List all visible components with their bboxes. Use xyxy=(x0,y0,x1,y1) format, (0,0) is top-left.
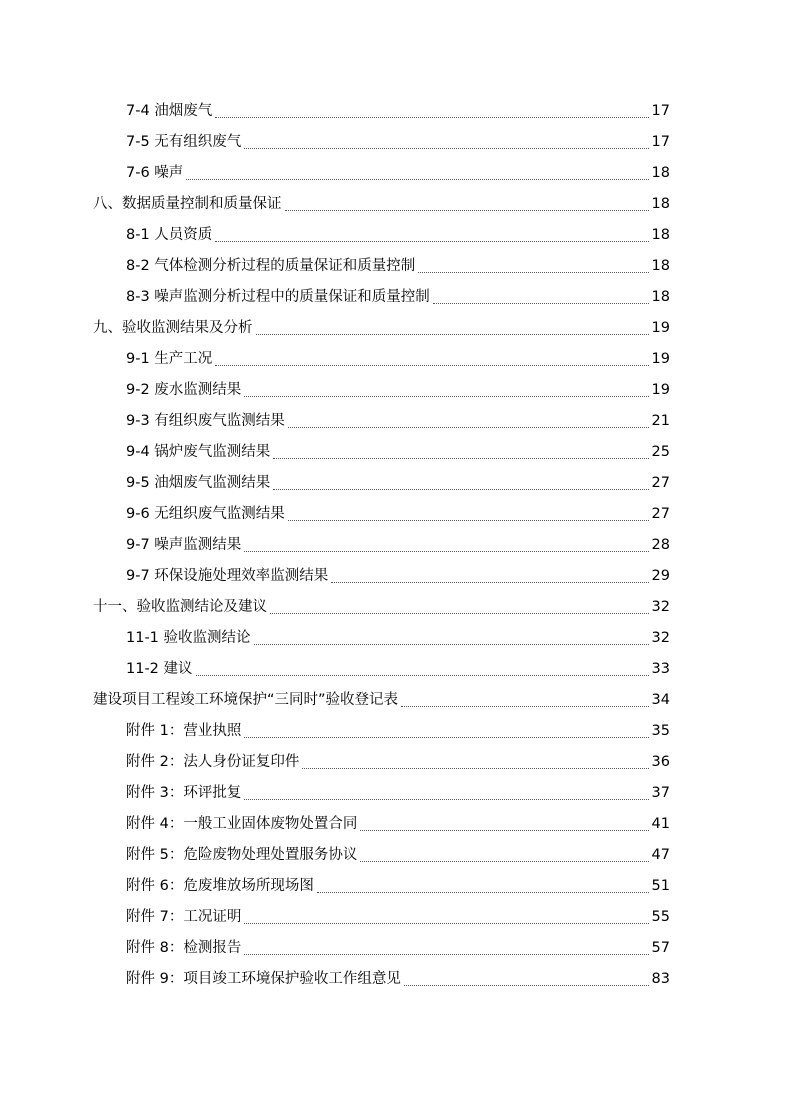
toc-leader-dots xyxy=(302,768,648,769)
toc-page-number: 21 xyxy=(651,413,670,429)
toc-page-number: 57 xyxy=(651,940,670,956)
toc-entry-label: 八、数据质量控制和质量保证 xyxy=(93,196,282,212)
toc-leader-dots xyxy=(215,117,648,118)
toc-entry-label: 9-5 油烟废气监测结果 xyxy=(126,475,271,491)
toc-leader-dots xyxy=(254,644,649,645)
toc-page-number: 28 xyxy=(651,537,670,553)
toc-page-number: 29 xyxy=(651,568,670,584)
toc-entry[interactable] xyxy=(0,341,790,372)
toc-entry[interactable] xyxy=(0,403,790,434)
toc-entry[interactable] xyxy=(0,589,790,620)
toc-entry[interactable] xyxy=(0,651,790,682)
toc-leader-dots xyxy=(256,334,649,335)
toc-entry[interactable] xyxy=(0,620,790,651)
toc-leader-dots xyxy=(317,892,649,893)
toc-leader-dots xyxy=(273,458,648,459)
toc-entry[interactable] xyxy=(0,434,790,465)
toc-page-number: 19 xyxy=(651,320,670,336)
toc-entry[interactable] xyxy=(0,279,790,310)
toc-page-number: 18 xyxy=(651,289,670,305)
toc-entry-label: 9-6 无组织废气监测结果 xyxy=(126,506,285,522)
toc-page-number: 34 xyxy=(651,692,670,708)
toc-page-number: 33 xyxy=(651,661,670,677)
toc-entry-label: 附件 4：一般工业固体废物处置合同 xyxy=(126,816,358,832)
toc-page-number: 18 xyxy=(651,258,670,274)
toc-entry[interactable] xyxy=(0,868,790,899)
toc-page-number: 41 xyxy=(651,816,670,832)
toc-page-number: 27 xyxy=(651,475,670,491)
toc-entry[interactable] xyxy=(0,465,790,496)
toc-leader-dots xyxy=(244,954,648,955)
toc-leader-dots xyxy=(244,799,648,800)
toc-page-number: 47 xyxy=(651,847,670,863)
toc-entry[interactable] xyxy=(0,558,790,589)
toc-page-number: 25 xyxy=(651,444,670,460)
toc-entry-label: 8-2 气体检测分析过程的质量保证和质量控制 xyxy=(126,258,416,274)
toc-leader-dots xyxy=(273,489,648,490)
toc-entry-label: 8-1 人员资质 xyxy=(126,227,213,243)
toc-leader-dots xyxy=(288,520,649,521)
toc-leader-dots xyxy=(244,396,648,397)
toc-page-number: 17 xyxy=(651,103,670,119)
toc-entry-label: 建设项目工程竣工环境保护“三同时”验收登记表 xyxy=(93,692,399,708)
toc-entry[interactable] xyxy=(0,775,790,806)
toc-leader-dots xyxy=(244,737,648,738)
toc-entry-label: 9-3 有组织废气监测结果 xyxy=(126,413,285,429)
toc-page-number: 32 xyxy=(651,630,670,646)
toc-entry[interactable] xyxy=(0,899,790,930)
toc-page-number: 17 xyxy=(651,134,670,150)
toc-entry-label: 7-4 油烟废气 xyxy=(126,103,213,119)
toc-entry[interactable] xyxy=(0,186,790,217)
toc-entry-label: 附件 2：法人身份证复印件 xyxy=(126,754,300,770)
toc-page-number: 19 xyxy=(651,351,670,367)
toc-entry-label: 附件 8：检测报告 xyxy=(126,940,242,956)
toc-entry[interactable] xyxy=(0,310,790,341)
toc-entry-label: 9-4 锅炉废气监测结果 xyxy=(126,444,271,460)
toc-leader-dots xyxy=(215,241,648,242)
toc-entry-label: 9-2 废水监测结果 xyxy=(126,382,242,398)
toc-leader-dots xyxy=(360,830,648,831)
toc-entry[interactable] xyxy=(0,248,790,279)
toc-page-number: 32 xyxy=(651,599,670,615)
toc-page-number: 35 xyxy=(651,723,670,739)
toc-leader-dots xyxy=(288,427,649,428)
toc-entry-label: 11-1 验收监测结论 xyxy=(126,630,251,646)
toc-entry-label: 十一、验收监测结论及建议 xyxy=(93,599,267,615)
toc-entry[interactable] xyxy=(0,217,790,248)
toc-entry-label: 8-3 噪声监测分析过程中的质量保证和质量控制 xyxy=(126,289,430,305)
toc-leader-dots xyxy=(401,706,649,707)
toc-page-number: 18 xyxy=(651,196,670,212)
toc-entry-label: 9-1 生产工况 xyxy=(126,351,213,367)
toc-entry-label: 9-7 环保设施处理效率监测结果 xyxy=(126,568,329,584)
toc-page-number: 19 xyxy=(651,382,670,398)
toc-entry[interactable] xyxy=(0,744,790,775)
toc-page-number: 18 xyxy=(651,227,670,243)
toc-entry-label: 附件 9：项目竣工环境保护验收工作组意见 xyxy=(126,971,401,987)
table-of-contents xyxy=(0,93,790,992)
toc-leader-dots xyxy=(215,365,648,366)
toc-entry[interactable] xyxy=(0,806,790,837)
toc-entry[interactable] xyxy=(0,930,790,961)
toc-entry-label: 附件 3：环评批复 xyxy=(126,785,242,801)
toc-entry-label: 附件 1：营业执照 xyxy=(126,723,242,739)
toc-entry-label: 九、验收监测结果及分析 xyxy=(93,320,253,336)
toc-leader-dots xyxy=(433,303,649,304)
toc-entry[interactable] xyxy=(0,372,790,403)
toc-leader-dots xyxy=(244,148,648,149)
toc-leader-dots xyxy=(244,551,648,552)
toc-entry[interactable] xyxy=(0,713,790,744)
toc-entry-label: 附件 6：危废堆放场所现场图 xyxy=(126,878,314,894)
toc-leader-dots xyxy=(285,210,649,211)
toc-page-number: 37 xyxy=(651,785,670,801)
toc-page-number: 51 xyxy=(651,878,670,894)
toc-entry[interactable] xyxy=(0,961,790,992)
toc-entry[interactable] xyxy=(0,837,790,868)
toc-leader-dots xyxy=(360,861,648,862)
toc-leader-dots xyxy=(244,923,648,924)
toc-entry-label: 11-2 建议 xyxy=(126,661,193,677)
toc-page-number: 55 xyxy=(651,909,670,925)
toc-entry-label: 附件 7：工况证明 xyxy=(126,909,242,925)
toc-entry[interactable] xyxy=(0,155,790,186)
toc-leader-dots xyxy=(186,179,648,180)
toc-page-number: 83 xyxy=(651,971,670,987)
toc-leader-dots xyxy=(196,675,649,676)
toc-entry[interactable] xyxy=(0,496,790,527)
toc-entry-label: 7-6 噪声 xyxy=(126,165,184,181)
toc-page-number: 36 xyxy=(651,754,670,770)
toc-page-number: 27 xyxy=(651,506,670,522)
toc-page-number: 18 xyxy=(651,165,670,181)
toc-entry[interactable] xyxy=(0,527,790,558)
toc-leader-dots xyxy=(270,613,649,614)
toc-entry-label: 7-5 无有组织废气 xyxy=(126,134,242,150)
toc-entry-label: 附件 5：危险废物处理处置服务协议 xyxy=(126,847,358,863)
toc-leader-dots xyxy=(418,272,648,273)
toc-entry[interactable] xyxy=(0,124,790,155)
toc-leader-dots xyxy=(404,985,649,986)
toc-entry[interactable] xyxy=(0,93,790,124)
toc-leader-dots xyxy=(331,582,648,583)
toc-entry-label: 9-7 噪声监测结果 xyxy=(126,537,242,553)
toc-entry[interactable] xyxy=(0,682,790,713)
